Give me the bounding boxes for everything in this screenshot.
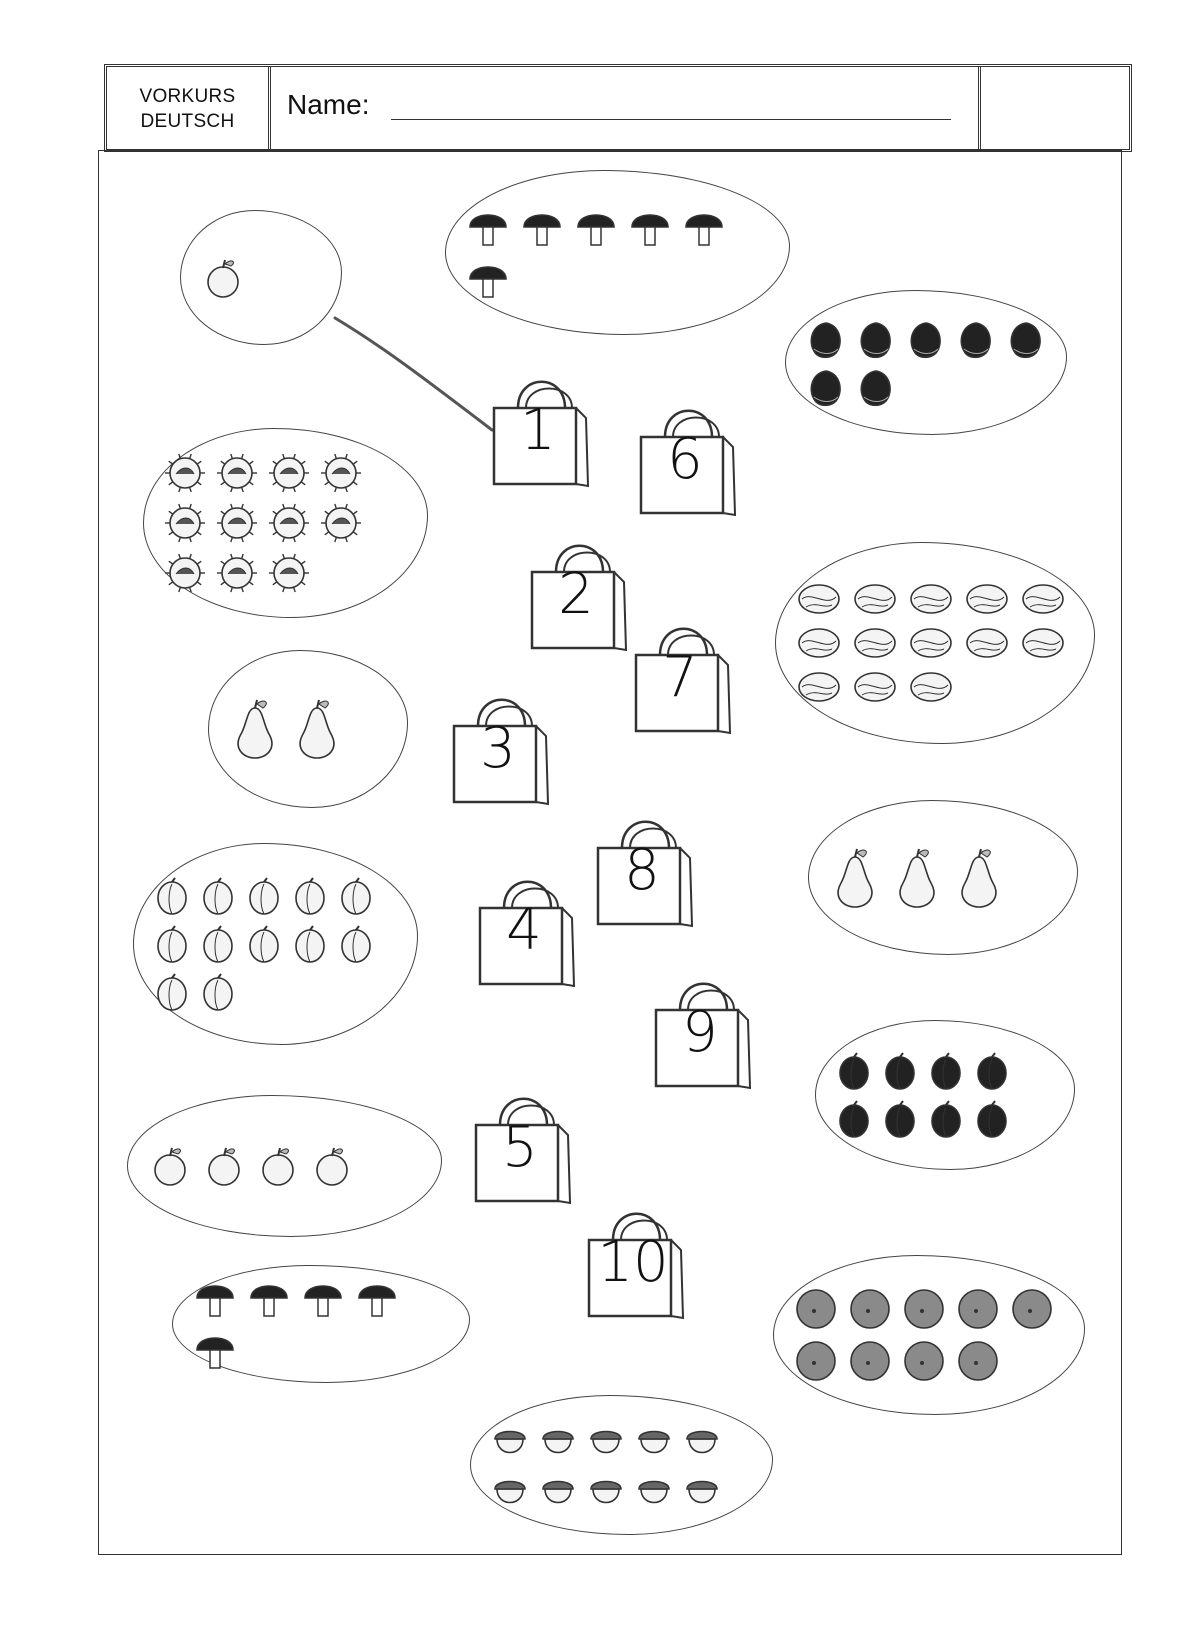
orange-icon xyxy=(794,1287,838,1331)
plum-icon xyxy=(200,924,236,964)
plum-icon xyxy=(292,924,328,964)
orange-icon xyxy=(956,1339,1000,1383)
apple-icon xyxy=(201,256,245,300)
plum-icon xyxy=(154,924,190,964)
plum-icon xyxy=(292,876,328,916)
orange-icon xyxy=(848,1339,892,1383)
pear-icon xyxy=(829,847,881,909)
walnut-icon xyxy=(796,581,842,617)
acorn-icon xyxy=(539,1419,577,1461)
plum-icon xyxy=(836,1051,872,1091)
bag-3[interactable] xyxy=(450,686,560,806)
plum-icon xyxy=(928,1051,964,1091)
orange-icon xyxy=(902,1287,946,1331)
acorn-icon xyxy=(683,1419,721,1461)
group-oranges[interactable] xyxy=(773,1255,1085,1415)
spiky-chestnut-icon xyxy=(216,452,258,494)
apple-icon xyxy=(148,1144,192,1188)
group-acorns[interactable] xyxy=(470,1395,773,1535)
walnut-icon xyxy=(796,625,842,661)
walnut-icon xyxy=(908,625,954,661)
bag-2[interactable] xyxy=(528,532,638,652)
spiky-chestnut-icon xyxy=(268,502,310,544)
walnut-icon xyxy=(908,581,954,617)
plum-icon xyxy=(338,876,374,916)
mushroom-icon xyxy=(193,1328,237,1372)
spiky-chestnut-icon xyxy=(164,502,206,544)
plum-icon xyxy=(338,924,374,964)
group-items xyxy=(806,313,1046,412)
group-items xyxy=(193,1288,449,1360)
plum-icon xyxy=(928,1099,964,1139)
group-items xyxy=(229,673,387,785)
chestnut-icon xyxy=(956,319,996,359)
pear-icon xyxy=(891,847,943,909)
group-items xyxy=(491,1418,752,1512)
bag-number: 7 xyxy=(662,645,698,710)
mushroom-icon xyxy=(466,205,510,249)
mushroom-icon xyxy=(520,205,564,249)
apple-icon xyxy=(202,1144,246,1188)
group-items xyxy=(836,1043,1054,1147)
walnut-icon xyxy=(1020,625,1066,661)
mushroom-icon xyxy=(628,205,672,249)
group-pears-three[interactable] xyxy=(808,800,1078,955)
acorn-icon xyxy=(539,1469,577,1511)
orange-icon xyxy=(902,1339,946,1383)
group-mushrooms[interactable] xyxy=(445,170,790,335)
plum-icon xyxy=(836,1099,872,1139)
acorn-icon xyxy=(635,1469,673,1511)
group-items xyxy=(794,1278,1064,1392)
group-plums-dark[interactable] xyxy=(815,1020,1075,1170)
walnut-icon xyxy=(908,669,954,705)
acorn-icon xyxy=(587,1419,625,1461)
spiky-chestnut-icon xyxy=(320,452,362,494)
plum-icon xyxy=(974,1051,1010,1091)
chestnut-icon xyxy=(856,319,896,359)
walnut-icon xyxy=(796,669,842,705)
plum-icon xyxy=(154,876,190,916)
spiky-chestnut-icon xyxy=(164,552,206,594)
chestnut-icon xyxy=(806,367,846,407)
course-line-2: DEUTSCH xyxy=(140,111,235,132)
walnut-icon xyxy=(852,625,898,661)
group-items xyxy=(466,193,769,312)
chestnut-icon xyxy=(856,367,896,407)
group-mushrooms-five[interactable] xyxy=(172,1265,470,1383)
group-items xyxy=(829,823,1057,932)
bag-8[interactable] xyxy=(594,808,704,928)
acorn-icon xyxy=(683,1469,721,1511)
pear-icon xyxy=(953,847,1005,909)
group-spiky-chestnuts[interactable] xyxy=(143,428,428,618)
mushroom-icon xyxy=(355,1276,399,1320)
group-walnuts[interactable] xyxy=(775,542,1095,744)
bag-number: 6 xyxy=(667,427,703,492)
bag-number: 2 xyxy=(558,562,594,627)
plum-icon xyxy=(246,924,282,964)
walnut-icon xyxy=(964,581,1010,617)
pear-icon xyxy=(291,698,343,760)
spiky-chestnut-icon xyxy=(268,552,310,594)
walnut-icon xyxy=(964,625,1010,661)
orange-icon xyxy=(848,1287,892,1331)
mushroom-icon xyxy=(574,205,618,249)
chestnut-icon xyxy=(1006,319,1046,359)
walnut-icon xyxy=(1020,581,1066,617)
walnut-icon xyxy=(852,669,898,705)
spiky-chestnut-icon xyxy=(320,502,362,544)
bag-number: 3 xyxy=(480,716,516,781)
bag-7[interactable] xyxy=(632,615,742,735)
bag-number: 1 xyxy=(520,398,556,463)
bag-4[interactable] xyxy=(476,868,586,988)
pear-icon xyxy=(229,698,281,760)
course-line-1: VORKURS xyxy=(139,86,236,107)
plum-icon xyxy=(974,1099,1010,1139)
group-apple-single[interactable] xyxy=(180,210,342,345)
bag-number: 8 xyxy=(624,838,660,903)
group-apples-four[interactable] xyxy=(127,1095,442,1237)
acorn-icon xyxy=(635,1419,673,1461)
name-label: Name: xyxy=(287,89,370,120)
bag-5[interactable] xyxy=(472,1085,582,1205)
group-items xyxy=(201,233,321,322)
group-items xyxy=(796,565,1074,721)
acorn-icon xyxy=(491,1469,529,1511)
plum-icon xyxy=(200,972,236,1012)
plum-icon xyxy=(882,1099,918,1139)
apple-icon xyxy=(256,1144,300,1188)
group-items xyxy=(148,1118,421,1214)
mushroom-icon xyxy=(682,205,726,249)
bag-number: 4 xyxy=(506,898,542,963)
plum-icon xyxy=(882,1051,918,1091)
group-dark-chestnuts[interactable] xyxy=(785,290,1067,435)
group-pears-two[interactable] xyxy=(208,650,408,808)
spiky-chestnut-icon xyxy=(268,452,310,494)
bag-10[interactable] xyxy=(585,1200,695,1320)
orange-icon xyxy=(956,1287,1000,1331)
mushroom-icon xyxy=(301,1276,345,1320)
plum-icon xyxy=(200,876,236,916)
plum-icon xyxy=(154,972,190,1012)
mushroom-icon xyxy=(466,257,510,301)
bag-number: 5 xyxy=(502,1115,538,1180)
chestnut-icon xyxy=(906,319,946,359)
bag-9[interactable] xyxy=(652,970,762,1090)
walnut-icon xyxy=(852,581,898,617)
mushroom-icon xyxy=(247,1276,291,1320)
apple-icon xyxy=(310,1144,354,1188)
bag-number: 9 xyxy=(682,1000,718,1065)
bag-number: 10 xyxy=(597,1230,669,1295)
orange-icon xyxy=(1010,1287,1054,1331)
bag-1[interactable] xyxy=(490,368,600,488)
group-items xyxy=(154,866,397,1022)
acorn-icon xyxy=(587,1469,625,1511)
spiky-chestnut-icon xyxy=(216,502,258,544)
plum-icon xyxy=(246,876,282,916)
group-items xyxy=(164,451,407,595)
spiky-chestnut-icon xyxy=(164,452,206,494)
chestnut-icon xyxy=(806,319,846,359)
bag-6[interactable] xyxy=(637,397,747,517)
mushroom-icon xyxy=(193,1276,237,1320)
spiky-chestnut-icon xyxy=(216,552,258,594)
orange-icon xyxy=(794,1339,838,1383)
group-plums-light[interactable] xyxy=(133,843,418,1045)
acorn-icon xyxy=(491,1419,529,1461)
